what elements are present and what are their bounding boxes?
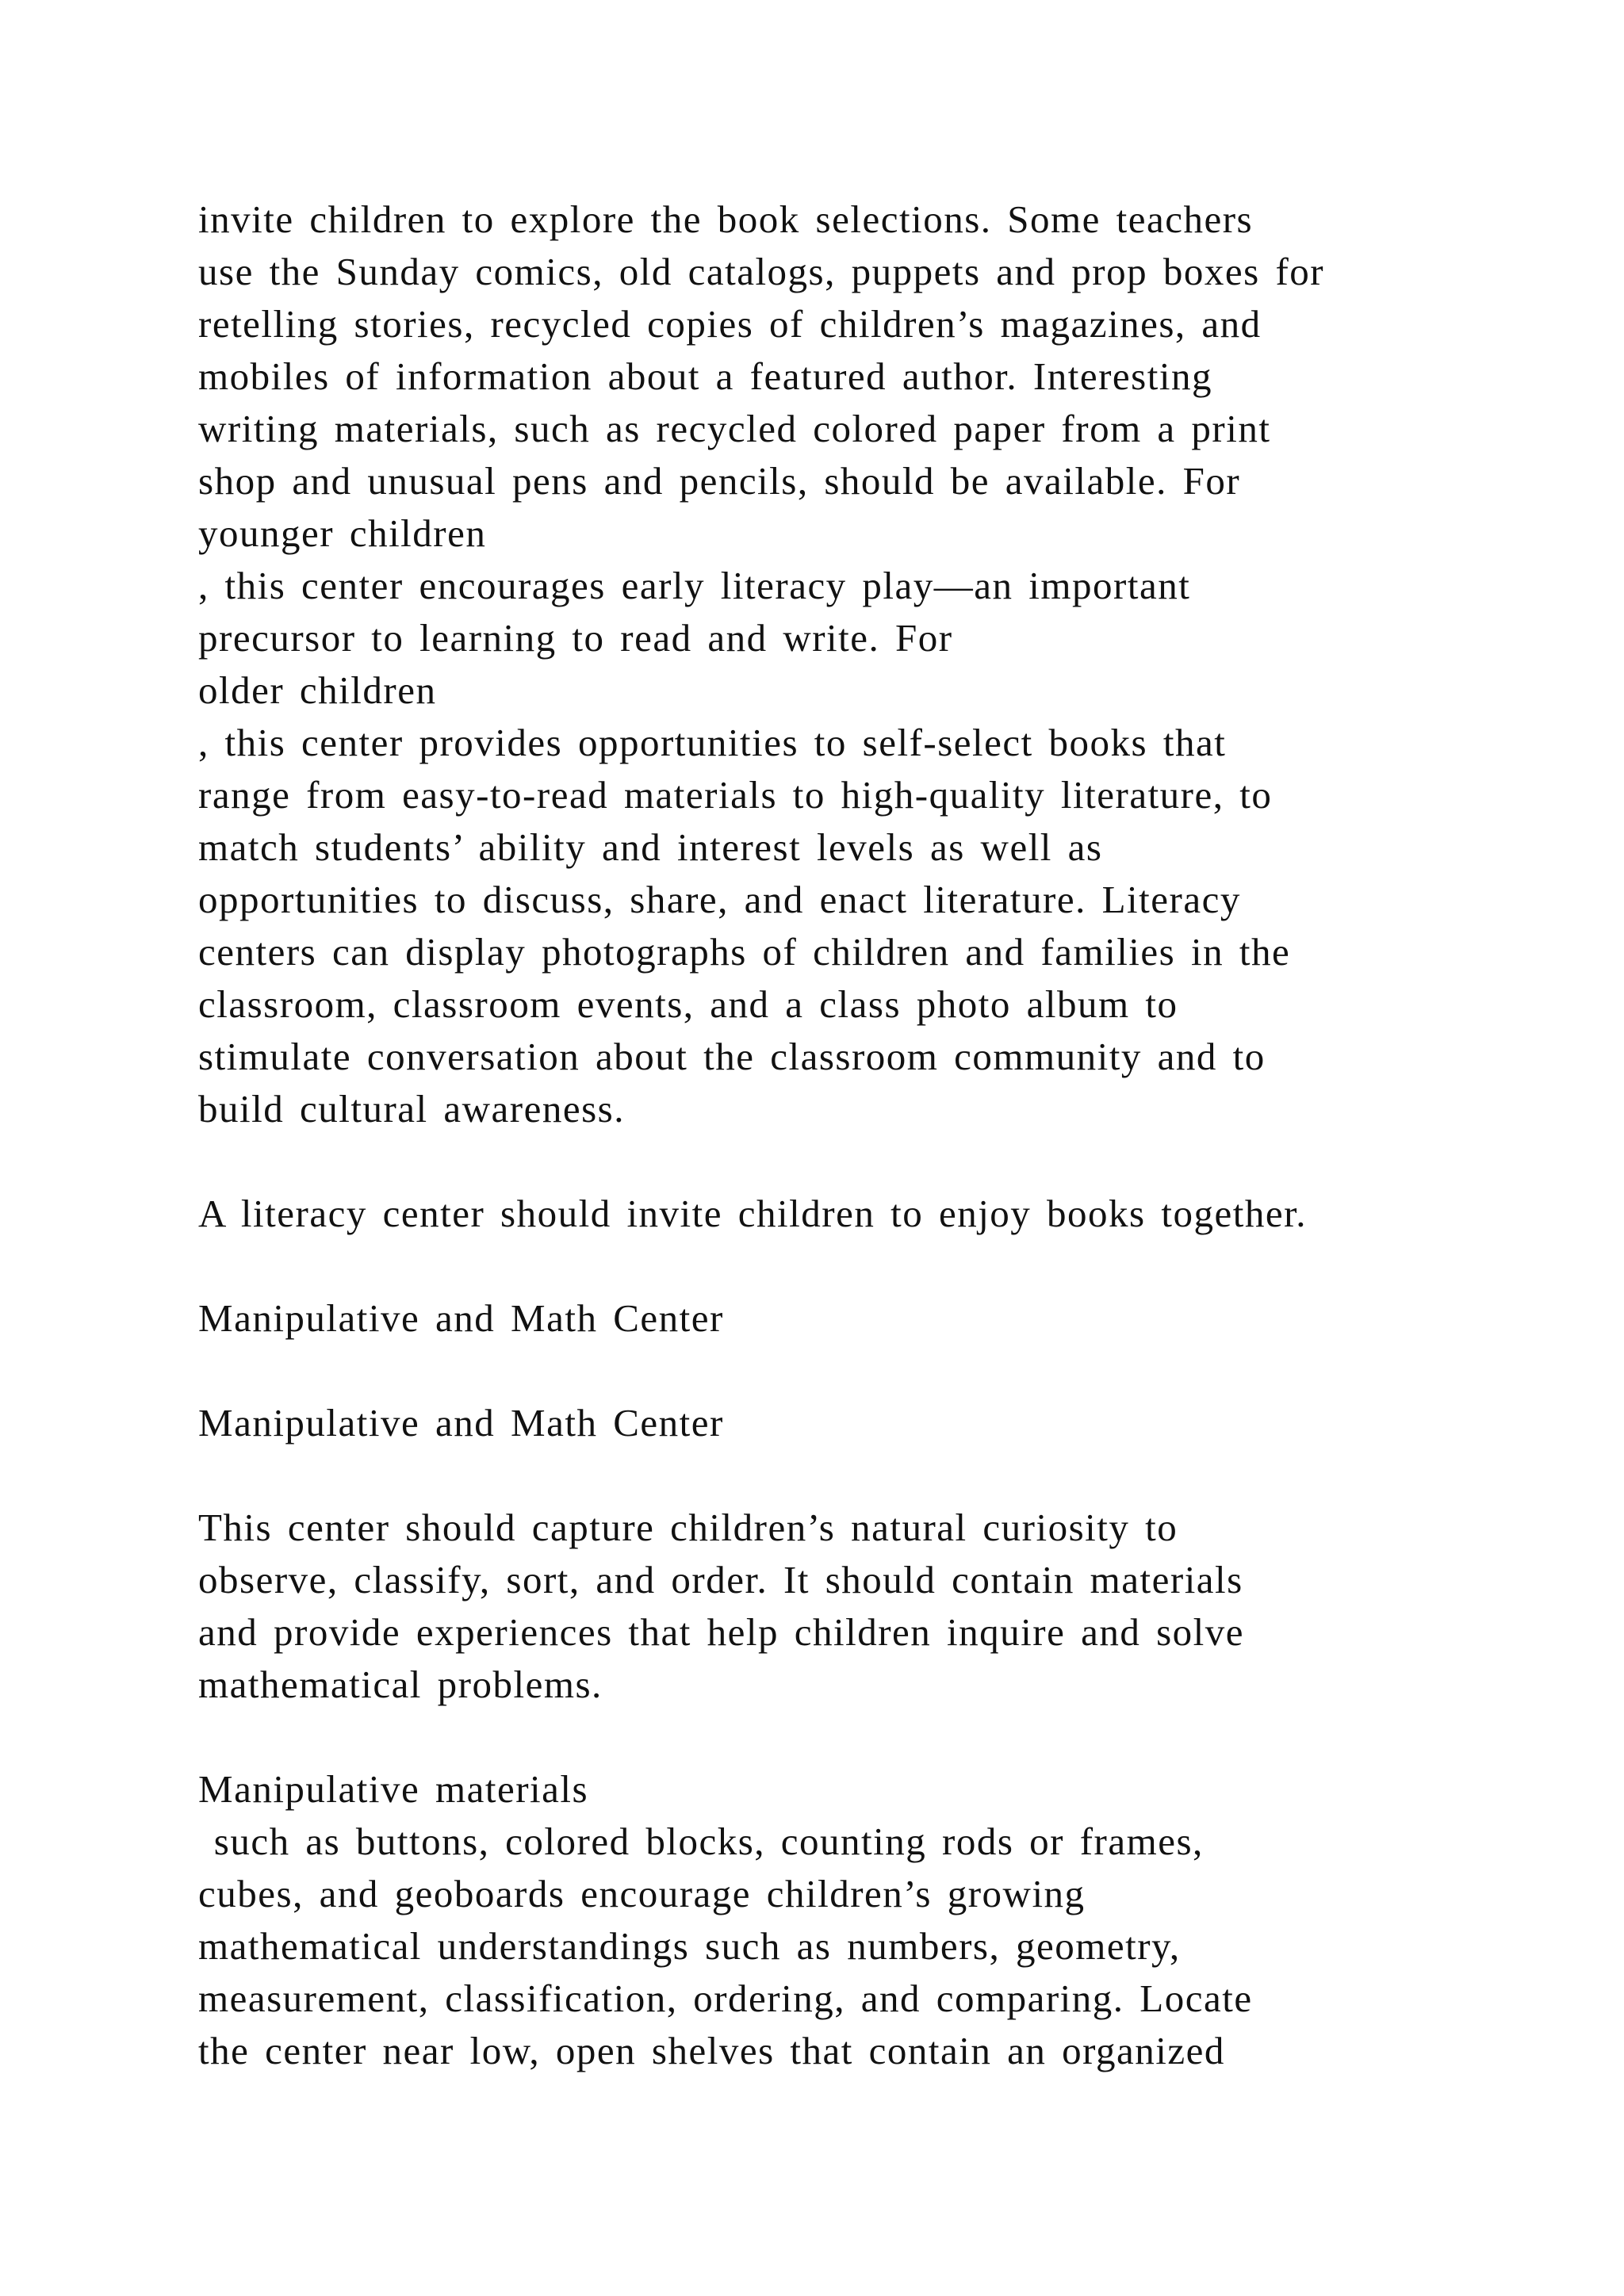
text-line: invite children to explore the book selections. Some teachers: [198, 197, 1254, 241]
text-line: mobiles of information about a featured author. Interesting: [198, 354, 1212, 398]
text-line: range from easy-to-read materials to high-quality literature, to: [198, 773, 1273, 817]
text-line: retelling stories, recycled copies of children’s magazines, and: [198, 302, 1262, 346]
text-line: mathematical problems.: [198, 1663, 603, 1706]
text-line: use the Sunday comics, old catalogs, puppets and prop boxes for: [198, 250, 1325, 293]
blank-line: [198, 1711, 1546, 1763]
text-line: opportunities to discuss, share, and enact literature. Literacy: [198, 878, 1241, 921]
text-line: stimulate conversation about the classroom community and to: [198, 1035, 1266, 1078]
blank-line: [198, 1240, 1546, 1292]
text-line: , this center provides opportunities to self-select books that: [198, 721, 1227, 764]
text-line: mathematical understandings such as numbers, geometry,: [198, 1924, 1181, 1968]
text-line: and provide experiences that help children inquire and solve: [198, 1610, 1245, 1654]
text-line: observe, classify, sort, and order. It should contain materials: [198, 1558, 1243, 1601]
text-line: Manipulative materials: [198, 1767, 589, 1811]
text-line: shop and unusual pens and pencils, should be available. For: [198, 459, 1241, 503]
text-line: the center near low, open shelves that contain an organized: [198, 2029, 1225, 2072]
section-heading: Manipulative and Math Center: [198, 1296, 724, 1340]
text-line: writing materials, such as recycled colored paper from a print: [198, 407, 1271, 450]
text-line: cubes, and geoboards encourage children’s growing: [198, 1872, 1086, 1915]
text-line: This center should capture children’s natural curiosity to: [198, 1506, 1178, 1549]
text-line: younger children: [198, 511, 487, 555]
text-line: centers can display photographs of children and families in the: [198, 930, 1291, 974]
blank-line: [198, 1345, 1546, 1397]
blank-line: [198, 1449, 1546, 1502]
text-line: build cultural awareness.: [198, 1087, 625, 1131]
section-heading: Manipulative and Math Center: [198, 1401, 724, 1445]
text-line: older children: [198, 668, 437, 712]
text-line: , this center encourages early literacy play—an important: [198, 564, 1191, 607]
text-line: measurement, classification, ordering, and comparing. Locate: [198, 1976, 1253, 2020]
document-body: [198, 193, 1546, 2077]
text-line: classroom, classroom events, and a class photo album to: [198, 982, 1178, 1026]
text-line: precursor to learning to read and write. For: [198, 616, 953, 660]
blank-line: [198, 1135, 1546, 1188]
text-line: match students’ ability and interest levels as well as: [198, 825, 1103, 869]
caption-line: A literacy center should invite children to enjoy books together.: [198, 1192, 1307, 1235]
text-line: such as buttons, colored blocks, counting rods or frames,: [198, 1820, 1204, 1863]
